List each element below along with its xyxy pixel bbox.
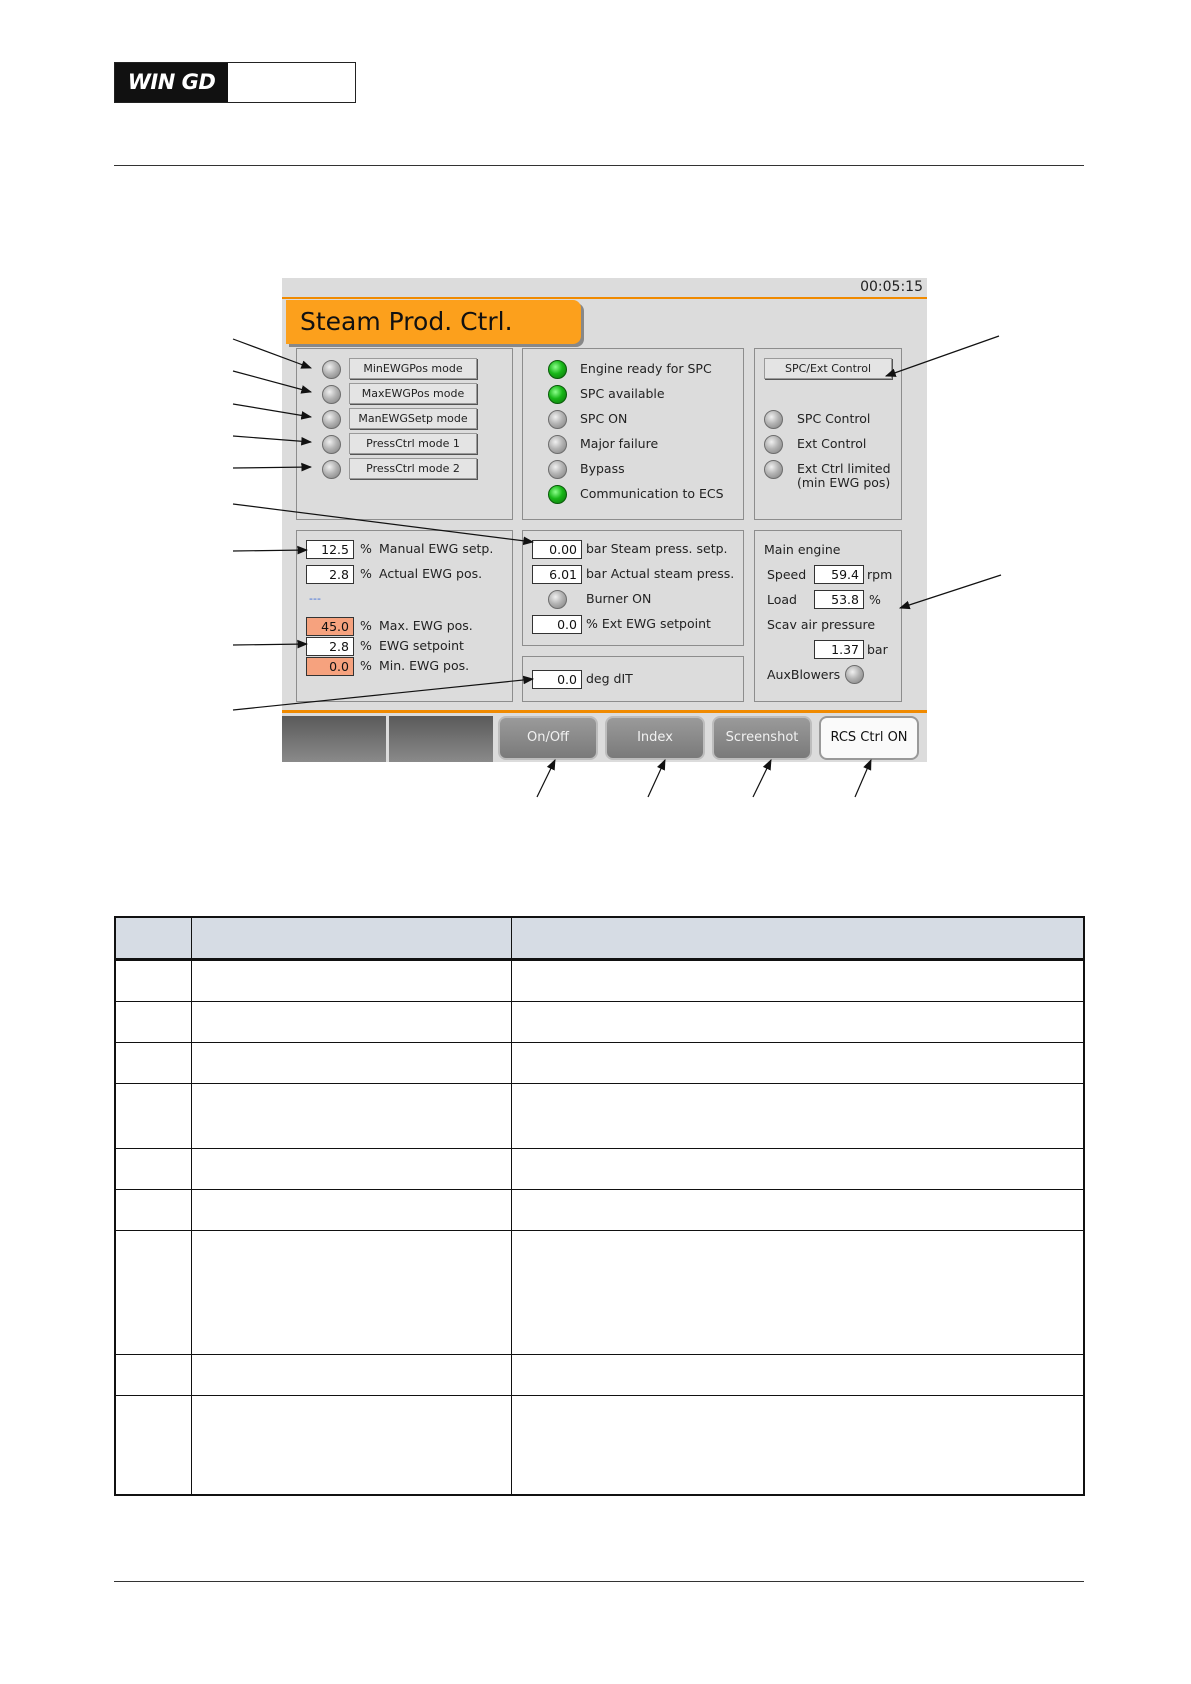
brand-logo-mark: WIN GD [115,63,228,102]
aux-blowers-label: AuxBlowers [767,667,841,682]
callout-arrow-13 [648,760,665,797]
min-ewg-pos-field: 0.0 [306,657,354,676]
scav-air-pressure-label: Scav air pressure [767,617,876,632]
speed-field: 59.4 [814,565,864,584]
load-unit: % [869,592,881,607]
table-cell [511,1083,1084,1148]
table-header-cell [192,917,511,959]
table-cell [511,1189,1084,1230]
main-engine-heading: Main engine [764,542,841,557]
spc-available-label: SPC available [580,386,665,401]
steam-press-setp-field[interactable]: 0.00 [532,540,582,559]
control-source-panel [754,348,902,520]
ext-ctrl-limited-label: Ext Ctrl limited [797,461,891,476]
table-cell [511,1148,1084,1189]
table-row [115,1189,1084,1230]
table-header-row [115,917,1084,959]
table-cell [115,1230,192,1354]
major-failure-label: Major failure [580,436,659,451]
major-failure-led [548,435,567,454]
callout-arrow-15 [855,760,871,797]
min-ewg-pos-unit: % [360,658,372,673]
spc-on-label: SPC ON [580,411,628,426]
table-header-cell [511,917,1084,959]
softkey-accent-line [282,710,927,713]
max-ewg-pos-mode-led [322,385,341,404]
table-cell [511,1042,1084,1083]
table-row [115,1395,1084,1495]
table-cell [511,959,1084,1001]
spc-control-led [764,410,783,429]
burner-on-led [548,590,567,609]
engine-ready-led [548,360,567,379]
table-cell [115,1395,192,1495]
man-ewg-setp-mode-button[interactable]: ManEWGSetp mode [349,408,477,429]
communication-label: Communication to ECS [580,486,724,501]
table-cell [192,1189,511,1230]
table-cell [115,1001,192,1042]
brand-logo [114,62,356,103]
legend-table [114,916,1085,1496]
table-cell [511,1395,1084,1495]
table-cell [511,1001,1084,1042]
placeholder-dashes: --- [309,592,321,605]
press-ctrl-mode-1-button[interactable]: PressCtrl mode 1 [349,433,477,454]
ext-ctrl-limited-led [764,460,783,479]
dit-label: deg dIT [586,671,633,686]
table-cell [192,1354,511,1395]
ext-ewg-setpoint-field: 0.0 [532,615,582,634]
rcs-ctrl-on-softkey[interactable]: RCS Ctrl ON [819,716,919,760]
bypass-label: Bypass [580,461,625,476]
table-cell [115,1148,192,1189]
on-off-softkey[interactable]: On/Off [498,716,598,760]
actual-ewg-pos-label: Actual EWG pos. [379,566,483,581]
engine-ready-label: Engine ready for SPC [580,361,712,376]
max-ewg-pos-label: Max. EWG pos. [379,618,473,633]
communication-led [548,485,567,504]
aux-blowers-led [845,665,864,684]
table-row [115,1083,1084,1148]
table-cell [115,1042,192,1083]
table-cell [115,959,192,1001]
table-cell [192,959,511,1001]
dit-field: 0.0 [532,670,582,689]
softkey-bar [282,710,927,762]
table-header-cell [115,917,192,959]
press-ctrl-mode-1-led [322,435,341,454]
table-cell [511,1354,1084,1395]
mode-panel [296,348,513,520]
steam-panel [522,530,744,646]
speed-label: Speed [767,567,807,582]
min-ewg-pos-mode-led [322,360,341,379]
status-panel [522,348,744,520]
actual-steam-press-label: bar Actual steam press. [586,566,735,581]
softkey-blank-1[interactable] [282,716,386,762]
actual-steam-press-field: 6.01 [532,565,582,584]
table-cell [192,1001,511,1042]
table-cell [192,1148,511,1189]
min-ewg-pos-label: Min. EWG pos. [379,658,470,673]
callout-arrow-14 [753,760,771,797]
press-ctrl-mode-2-led [322,460,341,479]
ewg-setpoint-label: EWG setpoint [379,638,464,653]
load-label: Load [767,592,797,607]
table-cell [192,1083,511,1148]
screenshot-softkey[interactable]: Screenshot [712,716,812,760]
speed-unit: rpm [867,567,893,582]
spc-ext-control-button[interactable]: SPC/Ext Control [764,358,892,379]
load-field: 53.8 [814,590,864,609]
ext-control-label: Ext Control [797,436,867,451]
table-cell [192,1042,511,1083]
table-row [115,1001,1084,1042]
max-ewg-pos-field: 45.0 [306,617,354,636]
min-ewg-pos-mode-button[interactable]: MinEWGPos mode [349,358,477,379]
scav-air-pressure-field: 1.37 [814,640,864,659]
table-row [115,1148,1084,1189]
index-softkey[interactable]: Index [605,716,705,760]
table-row [115,959,1084,1001]
bypass-led [548,460,567,479]
callout-arrow-12 [537,760,555,797]
actual-ewg-pos-field: 2.8 [306,565,354,584]
ext-ewg-setpoint-label: % Ext EWG setpoint [586,616,711,631]
dit-panel [522,656,744,702]
spc-control-label: SPC Control [797,411,871,426]
table-cell [192,1230,511,1354]
manual-ewg-setp-unit: % [360,541,372,556]
ewg-setpoint-field: 2.8 [306,637,354,656]
table-row [115,1354,1084,1395]
scav-air-pressure-unit: bar [867,642,888,657]
table-cell [115,1083,192,1148]
manual-ewg-setp-field[interactable]: 12.5 [306,540,354,559]
top-accent-line [282,297,927,299]
softkey-blank-2[interactable] [389,716,493,762]
footer-rule [114,1581,1084,1582]
spc-on-led [548,410,567,429]
table-cell [115,1189,192,1230]
steam-press-setp-label: bar Steam press. setp. [586,541,728,556]
spc-available-led [548,385,567,404]
steam-prod-ctrl-screen [282,278,927,762]
table-cell [192,1395,511,1495]
ext-ctrl-limited-sublabel: (min EWG pos) [797,475,891,490]
clock: 00:05:15 [860,279,923,295]
table-cell [115,1354,192,1395]
burner-on-label: Burner ON [586,591,652,606]
page-title: Steam Prod. Ctrl. [286,300,581,344]
max-ewg-pos-unit: % [360,618,372,633]
manual-ewg-setp-label: Manual EWG setp. [379,541,494,556]
ewg-setpoint-unit: % [360,638,372,653]
header-rule [114,165,1084,166]
press-ctrl-mode-2-button[interactable]: PressCtrl mode 2 [349,458,477,479]
man-ewg-setp-mode-led [322,410,341,429]
table-row [115,1230,1084,1354]
table-row [115,1042,1084,1083]
main-engine-panel [754,530,902,702]
max-ewg-pos-mode-button[interactable]: MaxEWGPos mode [349,383,477,404]
table-cell [511,1230,1084,1354]
ext-control-led [764,435,783,454]
ewg-panel [296,530,513,702]
actual-ewg-pos-unit: % [360,566,372,581]
